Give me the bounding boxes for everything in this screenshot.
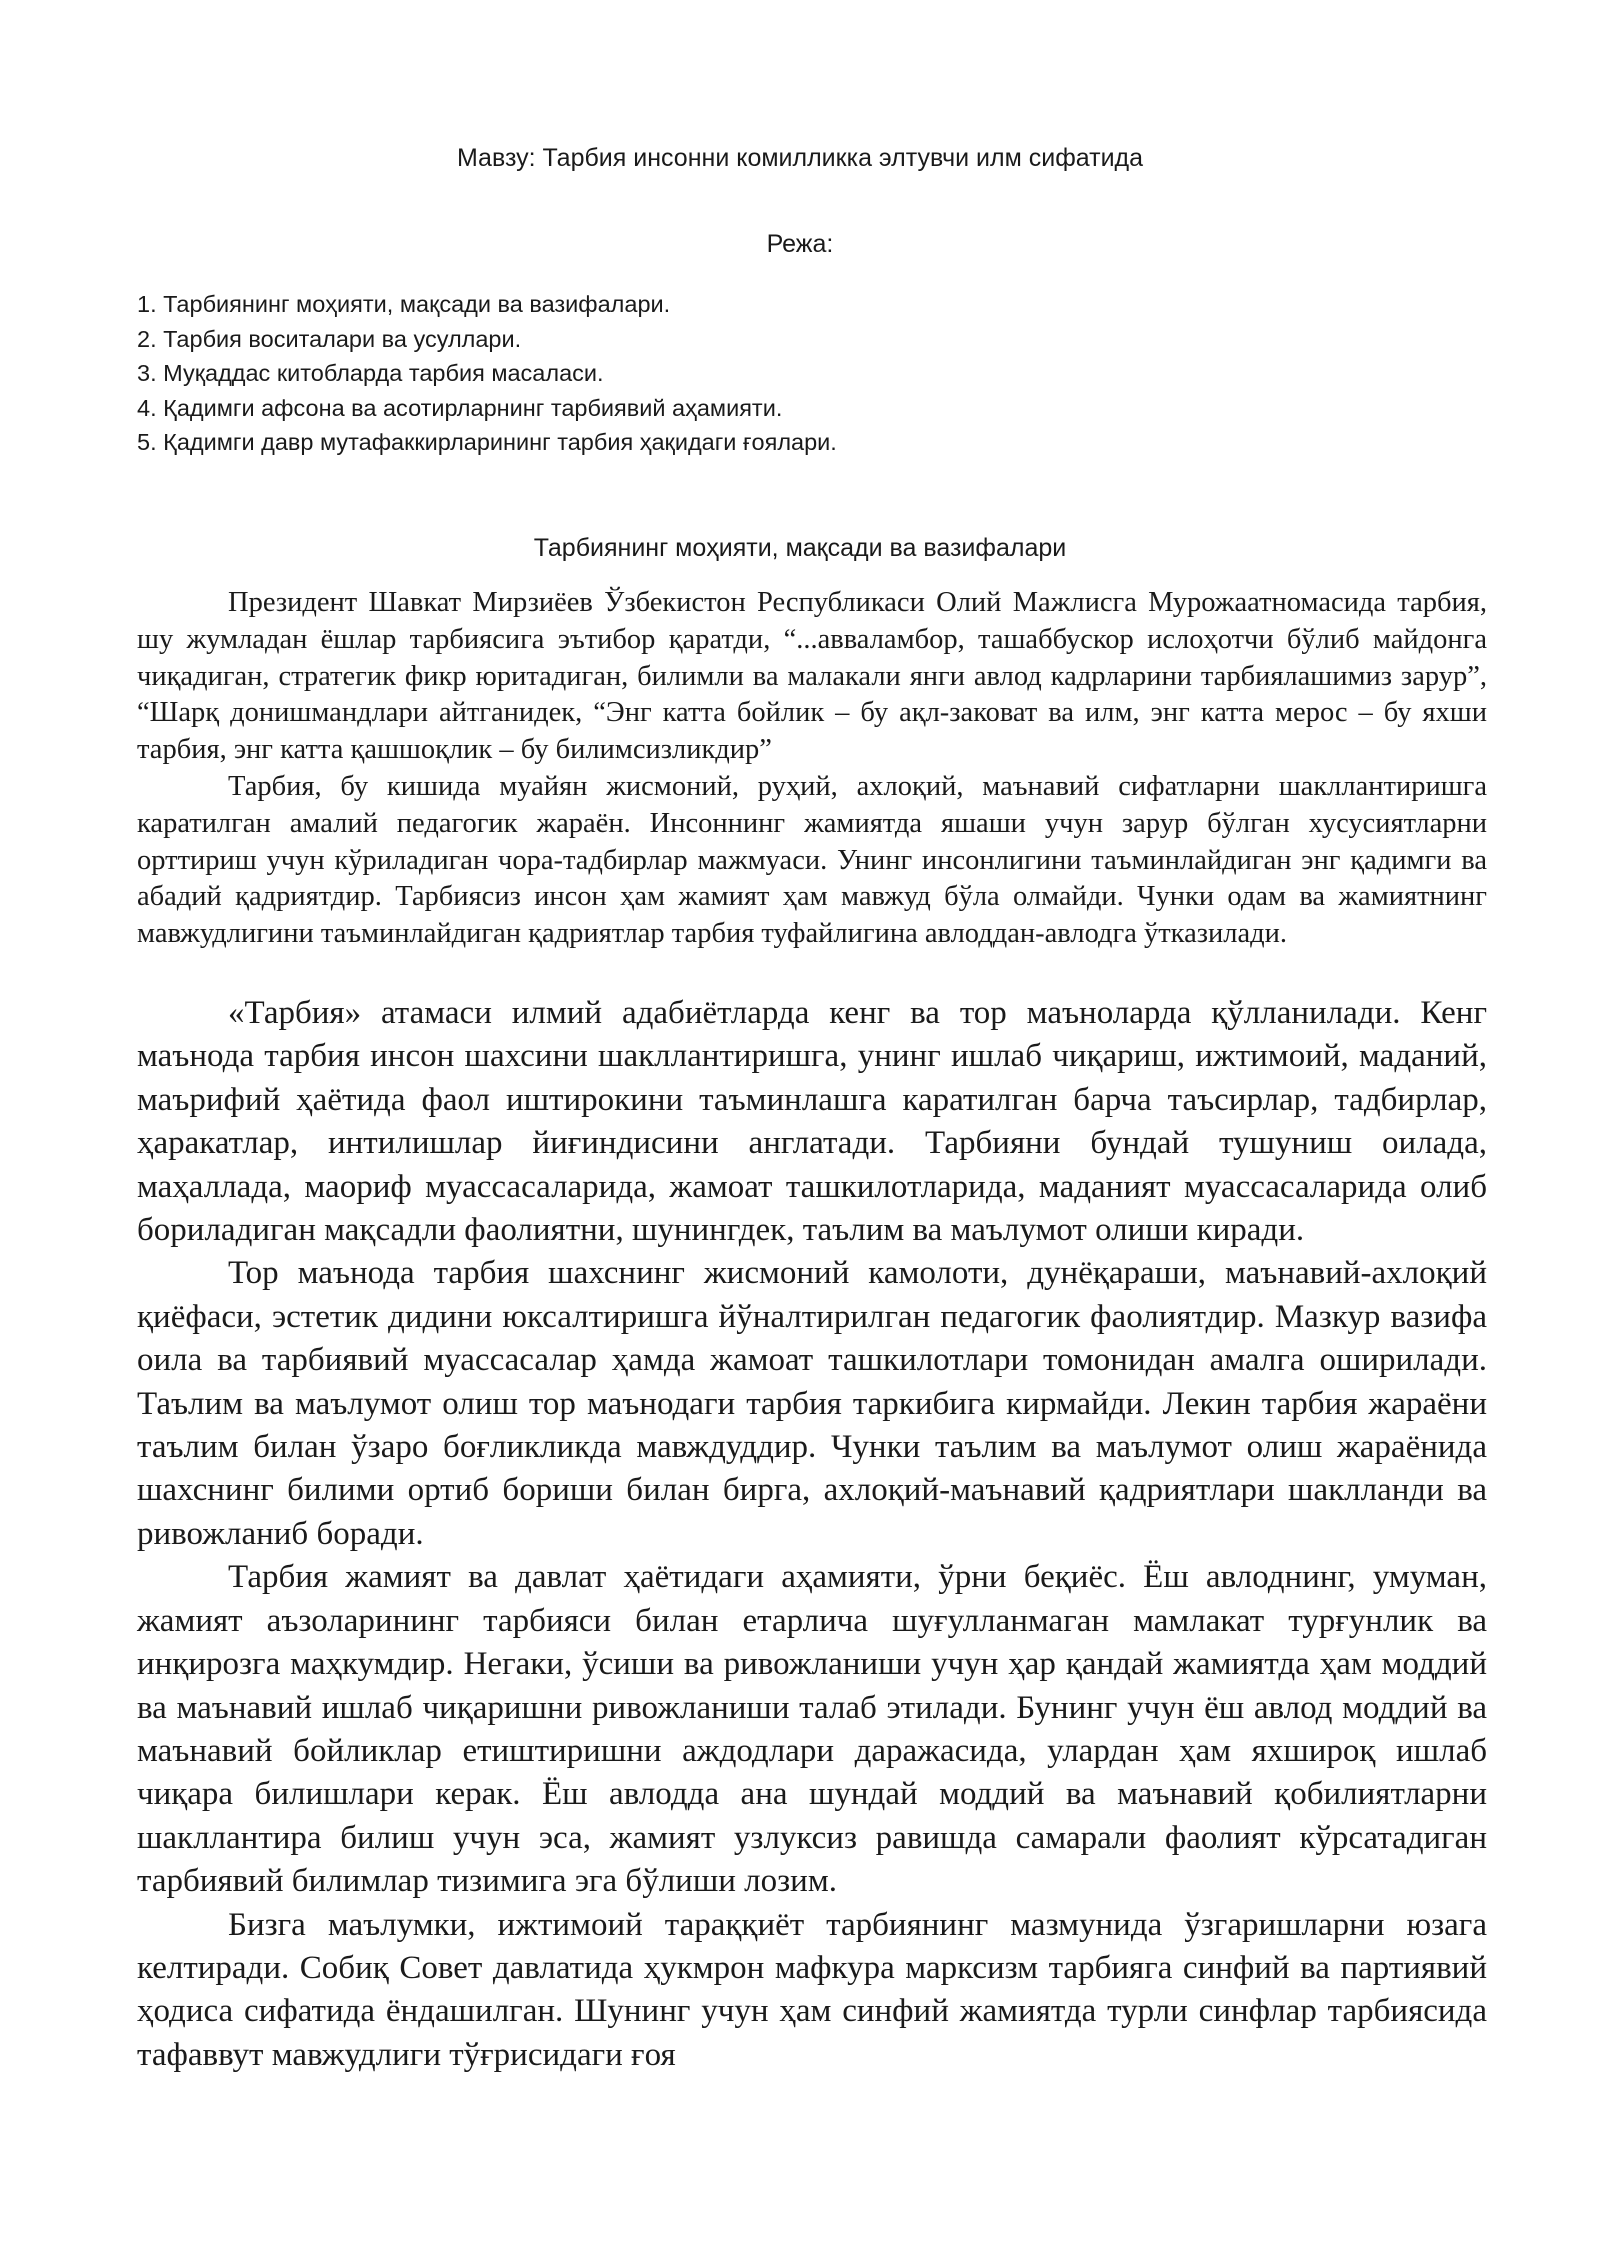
body-paragraph: Тарбия, бу кишида муайян жисмоний, руҳий, ахлоқий, маънавий сифатларни шакллантиришга каратилган амалий педагогик жараён. Инсоннинг жамиятда яшаши учун зарур бўлган хусусиятларни орттириш учун кўриладиган чора-тадбирлар мажмуаси. Унинг инсонлигини таъминлайдиган энг қадимги ва абадий қадриятдир. Тарбиясиз инсон ҳам жамият ҳам мавжуд бўла олмайди. Чунки одам ва жамиятнинг мавжудлигини таъминлайдиган қадриятлар тарбия туфайлигина авлоддан-авлодга ўтказилади. [137, 770, 1487, 950]
plan-item: 4. Қадимги афсона ва асотирларнинг тарбиявий аҳамияти. [137, 394, 783, 421]
plan-item: 5. Қадимги давр мутафаккирларининг тарбия ҳақидаги ғоялари. [137, 429, 837, 455]
plan-item: 2. Тарбия воситалари ва усуллари. [137, 325, 522, 352]
document-title: Мавзу: Тарбия инсонни комилликка элтувчи илм сифатида [456, 144, 1144, 172]
body-paragraph: Президент Шавкат Мирзиёев Ўзбекистон Республикаси Олий Мажлисга Мурожаатномасида тарбия, шу жумладан ёшлар тарбиясига эътибор қаратди, “...авваламбор, ташаббускор ислоҳотчи бўлиб майдонга чиқадиган, стратегик фикр юритадиган, билимли ва малакали янги авлод кадрларини тарбиялашимиз зарур”, “Шарқ донишмандлари айтганидек, “Энг катта бойлик – бу ақл-заковат ва илм, энг катта мерос – бу яхши тарбия, энг катта қашшоқлик – бу билимсизликдир” [137, 587, 1487, 766]
body-paragraph: Бизга маълумки, ижтимоий тараққиёт тарбиянинг мазмунида ўзгаришларни юзага келтиради. Собиқ Совет давлатида ҳукмрон мафкура марксизм тарбияга синфий ва партиявий ҳодиса сифатида ёндашилган. Шунинг учун ҳам синфий жамиятда турли синфлар тарбиясида тафаввут мавжудлиги тўғрисидаги ғоя [137, 1906, 1487, 2073]
plan-item: 1. Тарбиянинг моҳияти, мақсади ва вазифалари. [137, 291, 671, 317]
plan-title: Режа: [766, 230, 834, 258]
main-text-block [137, 992, 1487, 2077]
intro-text-block [137, 585, 1487, 953]
body-paragraph: Тор маънода тарбия шахснинг жисмоний камолоти, дунёқараши, маънавий-ахлоқий қиёфаси, эстетик дидини юксалтиришга йўналтирилган педагогик фаолиятдир. Мазкур вазифа оила ва тарбиявий муассасалар ҳамда жамоат ташкилотлари томонидан амалга оширилади. Таълим ва маълумот олиш тор маънодаги тарбия таркибига кирмайди. Лекин тарбия жараёни таълим билан ўзаро боғликликда мавждуддир. Чунки таълим ва маълумот олиш жараёнида шахснинг билими ортиб бориши билан бирга, ахлоқий-маънавий қадриятлари шаклланди ва ривожланиб боради. [137, 1255, 1487, 1552]
plan-item: 3. Муқаддас китобларда тарбия масаласи. [137, 360, 604, 386]
section-heading: Тарбиянинг моҳияти, мақсади ва вазифалари [533, 534, 1067, 562]
body-paragraph: «Тарбия» атамаси илмий адабиётларда кенг ва тор маъноларда қўлланилади. Кенг маънода тарбия инсон шахсини шакллантиришга, унинг ишлаб чиқариш, ижтимоий, маданий, маърифий ҳаётида фаол иштирокини таъминлашга каратилган барча таъсирлар, тадбирлар, ҳаракатлар, интилишлар йиғиндисини англатади. Тарбияни бундай тушуниш оилада, маҳаллада, маориф муассасаларида, жамоат ташкилотларида, маданият муассасаларида олиб бориладиган мақсадли фаолиятни, шунингдек, таълим ва маълумот олиши киради. [137, 995, 1487, 1249]
plan-list [137, 287, 1437, 460]
body-paragraph: Тарбия жамият ва давлат ҳаётидаги аҳамияти, ўрни беқиёс. Ёш авлоднинг, умуман, жамият аъзоларининг тарбияси билан етарлича шуғулланмаган мамлакат турғунлик ва инқирозга маҳкумдир. Негаки, ўсиши ва ривожланиши учун ҳар қандай жамиятда ҳам моддий ва маънавий ишлаб чиқаришни ривожланиши талаб этилади. Бунинг учун ёш авлод моддий ва маънавий бойликлар етиштиришни аждодлари даражасида, улардан ҳам яхшироқ ишлаб чиқара билишлари керак. Ёш авлодда ана шундай моддий ва маънавий қобилиятларни шакллантира билиш учун эса, жамият узлуксиз равишда самарали фаолият кўрсатадиган тарбиявий билимлар тизимига эга бўлиши лозим. [137, 1559, 1487, 1900]
